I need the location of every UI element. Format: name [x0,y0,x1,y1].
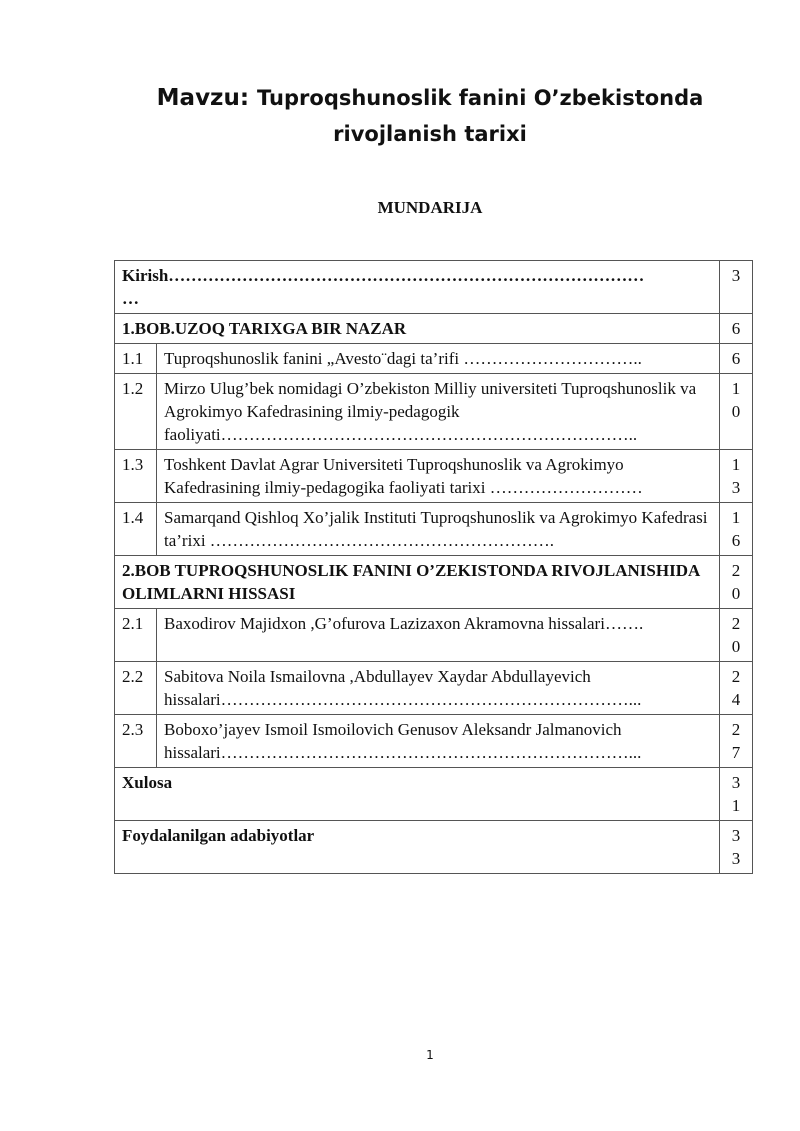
adabiyot-page: 3 3 [720,821,753,874]
toc-row-adabiyot [115,821,753,874]
item-text: Tuproqshunoslik fanini „Avesto¨dagi ta’rifi ………………………….. [157,344,720,374]
toc-kirish-label: Kirish………………………………………………………………………… … [115,261,720,314]
xulosa-label: Xulosa [115,768,720,821]
item-number: 2.1 [115,609,157,662]
chapter-1-page: 6 [720,314,753,344]
toc-row-1-3 [115,450,753,503]
item-text: Samarqand Qishloq Xo’jalik Instituti Tuproqshunoslik va Agrokimyo Kafedrasi ta’rixi ……………………………………………………. [157,503,720,556]
toc-row-1-4 [115,503,753,556]
toc-row-xulosa [115,768,753,821]
table-of-contents [114,260,753,874]
item-page: 1 6 [720,503,753,556]
item-number: 2.3 [115,715,157,768]
item-number: 1.4 [115,503,157,556]
item-number: 1.3 [115,450,157,503]
chapter-1-label: 1.BOB.UZOQ TARIXGA BIR NAZAR [115,314,720,344]
item-page: 1 0 [720,374,753,450]
item-page: 1 3 [720,450,753,503]
item-number: 1.1 [115,344,157,374]
item-number: 1.2 [115,374,157,450]
page-number: 1 [426,1048,434,1062]
toc-row-2-3 [115,715,753,768]
adabiyot-label: Foydalanilgan adabiyotlar [115,821,720,874]
item-text: Mirzo Ulug’bek nomidagi O’zbekiston Milliy universiteti Tuproqshunoslik va Agrokimyo Kafedrasining ilmiy-pedagogik faoliyati……………………………………………………………….. [157,374,720,450]
toc-row-2-2 [115,662,753,715]
item-text: Boboxo’jayev Ismoil Ismoilovich Genusov Aleksandr Jalmanovich hissalari………………………………………………………………... [157,715,720,768]
item-page: 2 7 [720,715,753,768]
toc-row-kirish [115,261,753,314]
title-line-2: rivojlanish tarixi [333,122,527,146]
toc-row-1-2 [115,374,753,450]
toc-kirish-page: 3 [720,261,753,314]
item-text: Toshkent Davlat Agrar Universiteti Tuproqshunoslik va Agrokimyo Kafedrasining ilmiy-pedagogika faoliyati tarixi ……………………… [157,450,720,503]
toc-row-1-1 [115,344,753,374]
toc-heading: MUNDARIJA [377,198,483,217]
toc-row-chapter-2 [115,556,753,609]
xulosa-page: 3 1 [720,768,753,821]
title-line-1: Tuproqshunoslik fanini O’zbekistonda [257,86,704,110]
item-page: 2 0 [720,609,753,662]
document-title [120,80,740,152]
item-page: 6 [720,344,753,374]
item-text: Baxodirov Majidxon ,G’ofurova Lazizaxon Akramovna hissalari……. [157,609,720,662]
item-number: 2.2 [115,662,157,715]
chapter-2-label: 2.BOB TUPROQSHUNOSLIK FANINI O’ZEKISTONDA RIVOJLANISHIDA OLIMLARNI HISSASI [115,556,720,609]
title-prefix: Mavzu: [156,85,250,111]
toc-row-2-1 [115,609,753,662]
item-text: Sabitova Noila Ismailovna ,Abdullayev Xaydar Abdullayevich hissalari………………………………………………………………... [157,662,720,715]
toc-row-chapter-1 [115,314,753,344]
item-page: 2 4 [720,662,753,715]
chapter-2-page: 2 0 [720,556,753,609]
